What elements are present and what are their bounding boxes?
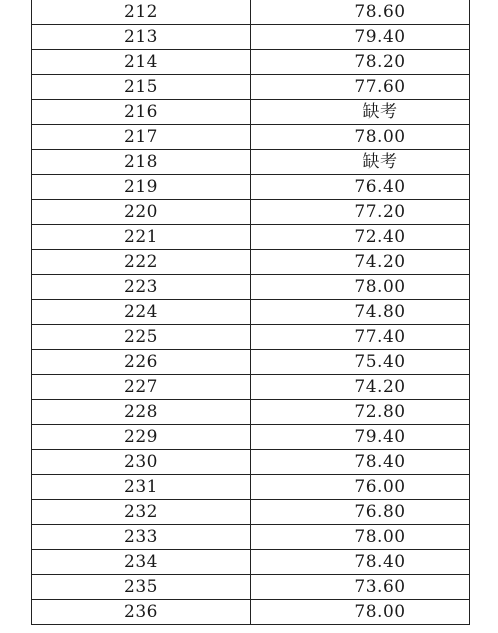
score-cell [251,375,470,400]
score-value: 75.40 [354,352,406,372]
candidate-number-cell: 215 [32,75,251,100]
score-value: 78.00 [354,277,406,297]
score-value: 78.40 [354,552,406,572]
score-value: 78.00 [354,602,406,622]
score-value: 74.80 [354,302,406,322]
table-row [32,350,470,375]
table-row [32,525,470,550]
score-cell [251,75,470,100]
candidate-number-cell: 212 [32,0,251,25]
score-value: 缺考 [362,152,398,172]
candidate-number-cell: 223 [32,275,251,300]
score-value: 77.20 [354,202,406,222]
score-cell [251,325,470,350]
candidate-number-cell: 214 [32,50,251,75]
candidate-number-cell: 233 [32,525,251,550]
score-value: 76.80 [354,502,406,522]
score-value: 78.40 [354,452,406,472]
score-cell [251,250,470,275]
candidate-number-cell: 226 [32,350,251,375]
score-cell [251,425,470,450]
table-row [32,575,470,600]
score-cell [251,150,470,175]
score-cell [251,600,470,625]
score-cell [251,275,470,300]
candidate-number-cell: 236 [32,600,251,625]
table-row [32,400,470,425]
table-row [32,175,470,200]
table-row [32,125,470,150]
table-row [32,550,470,575]
score-cell [251,575,470,600]
score-value: 缺考 [362,102,398,122]
score-cell [251,225,470,250]
table-row [32,50,470,75]
candidate-number-cell: 228 [32,400,251,425]
score-value: 77.40 [354,327,406,347]
table-row [32,375,470,400]
score-value: 72.80 [354,402,406,422]
score-table [31,0,470,625]
candidate-number-cell: 220 [32,200,251,225]
score-cell [251,125,470,150]
table-row [32,25,470,50]
score-value: 78.00 [354,127,406,147]
score-cell [251,0,470,25]
candidate-number-cell: 221 [32,225,251,250]
table-row [32,600,470,625]
candidate-number-cell: 216 [32,100,251,125]
score-cell [251,25,470,50]
candidate-number-cell: 219 [32,175,251,200]
score-cell [251,400,470,425]
candidate-number-cell: 225 [32,325,251,350]
candidate-number-cell: 234 [32,550,251,575]
table-row [32,275,470,300]
candidate-number-cell: 232 [32,500,251,525]
table-row [32,150,470,175]
table-row [32,325,470,350]
table-row [32,450,470,475]
table-row [32,0,470,25]
score-value: 78.20 [354,52,406,72]
score-value: 77.60 [354,77,406,97]
score-value: 79.40 [354,427,406,447]
table-row [32,300,470,325]
table-row [32,475,470,500]
score-value: 73.60 [354,577,406,597]
score-value: 74.20 [354,252,406,272]
score-value: 72.40 [354,227,406,247]
score-value: 74.20 [354,377,406,397]
table-row [32,425,470,450]
score-value: 78.60 [354,2,406,22]
score-cell [251,350,470,375]
score-cell [251,475,470,500]
score-cell [251,300,470,325]
score-value: 76.00 [354,477,406,497]
score-value: 78.00 [354,527,406,547]
score-cell [251,50,470,75]
score-cell [251,525,470,550]
score-cell [251,450,470,475]
score-table-body [32,0,470,625]
candidate-number-cell: 213 [32,25,251,50]
candidate-number-cell: 222 [32,250,251,275]
table-row [32,75,470,100]
candidate-number-cell: 224 [32,300,251,325]
candidate-number-cell: 231 [32,475,251,500]
table-row [32,500,470,525]
candidate-number-cell: 227 [32,375,251,400]
score-sheet [31,0,468,625]
candidate-number-cell: 217 [32,125,251,150]
candidate-number-cell: 218 [32,150,251,175]
table-row [32,200,470,225]
score-value: 79.40 [354,27,406,47]
table-row [32,250,470,275]
score-cell [251,175,470,200]
table-row [32,225,470,250]
candidate-number-cell: 230 [32,450,251,475]
score-value: 76.40 [354,177,406,197]
score-cell [251,500,470,525]
score-cell [251,550,470,575]
candidate-number-cell: 235 [32,575,251,600]
candidate-number-cell: 229 [32,425,251,450]
table-row [32,100,470,125]
score-cell [251,100,470,125]
score-cell [251,200,470,225]
